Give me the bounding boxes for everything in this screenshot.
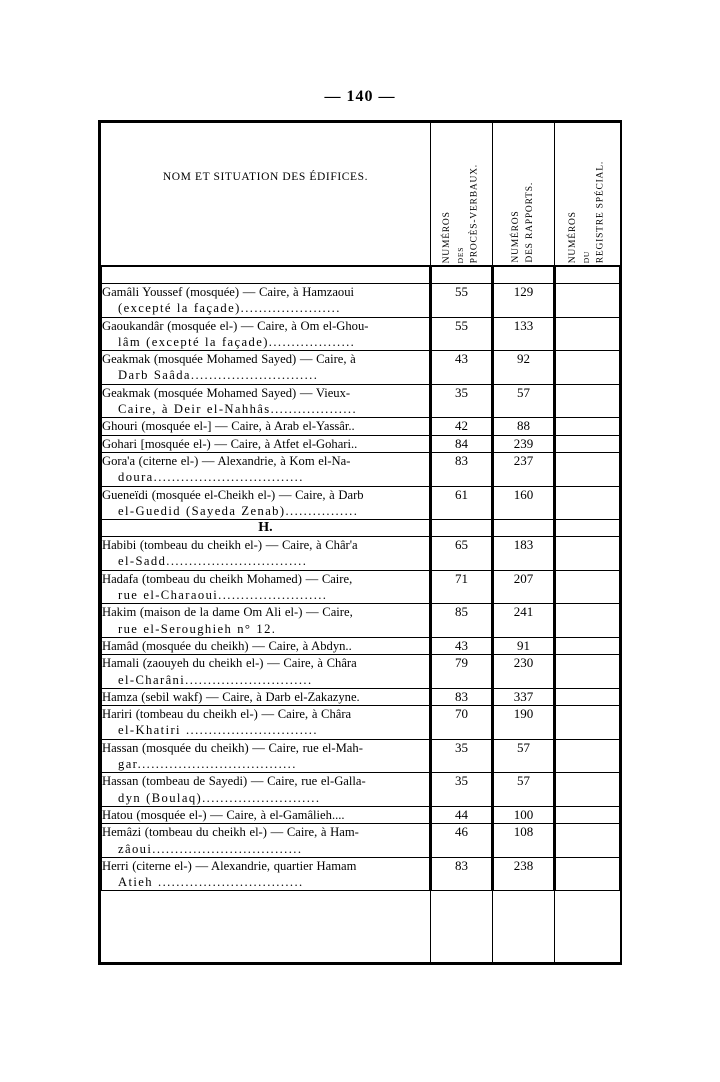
entry-pv-number: 46 (432, 824, 492, 858)
entry-name (102, 604, 430, 638)
table-row (432, 604, 492, 638)
entry-pv-number: 71 (432, 570, 492, 604)
entry-reg-number (556, 537, 620, 571)
table-row (102, 857, 430, 891)
edifices-table (98, 120, 622, 965)
entry-rap-number: 183 (494, 537, 554, 571)
entry-name-line2: zâoui................................. (118, 841, 303, 856)
table-row (432, 773, 492, 807)
table-header-row (101, 123, 621, 266)
entry-name (102, 284, 430, 318)
body-cell-names (101, 266, 431, 963)
table-row (432, 806, 492, 823)
entry-name-line2: rue el-Seroughieh n° 12. (118, 621, 277, 636)
table-row (494, 537, 554, 571)
entry-reg-number (556, 452, 620, 486)
header-label-name: NOM ET SITUATION DES ÉDIFICES. (162, 171, 369, 183)
entry-name-line1: Hariri (tombeau du cheikh el-) — Caire, à Châra (102, 707, 352, 722)
entry-name-line2: rue el-Charaoui........................ (118, 588, 328, 603)
entry-name (102, 806, 430, 823)
table-row (432, 384, 492, 418)
table-row (494, 486, 554, 520)
entry-name (102, 570, 430, 604)
entry-reg-number (556, 637, 620, 654)
entry-name-line1: Hakim (maison de la dame Om Ali el-) — Caire, (102, 605, 353, 620)
entry-reg-number (556, 570, 620, 604)
entry-name (102, 435, 430, 452)
entry-name-line1: Habibi (tombeau du cheikh el-) — Caire, à Châr'a (102, 538, 358, 553)
header-label-rap-line2: DES RAPPORTS. (524, 182, 535, 263)
entry-name-line1: Herri (citerne el-) — Alexandrie, quartier Hamam (102, 858, 357, 873)
entry-name-line2: Atieh ................................ (118, 875, 304, 890)
entry-pv-number: 84 (432, 435, 492, 452)
header-cell-rapports (493, 123, 555, 266)
table-row (432, 435, 492, 452)
entry-pv-number: 44 (432, 806, 492, 823)
table-row (556, 486, 620, 520)
table-row (494, 739, 554, 773)
entry-name-line2: el-Charâni............................ (118, 672, 313, 687)
entry-name (102, 824, 430, 858)
entry-rap-number: 57 (494, 384, 554, 418)
table-row (102, 418, 430, 435)
table-row (556, 351, 620, 385)
entry-name-line1: Hemâzi (tombeau du cheikh el-) — Caire, à Ham- (102, 825, 359, 840)
table-row (556, 655, 620, 689)
table-row (494, 688, 554, 705)
table-row (556, 317, 620, 351)
table-row (556, 435, 620, 452)
letter-section-blank (432, 520, 492, 537)
table-row (102, 317, 430, 351)
entry-name (102, 486, 430, 520)
table-row (494, 806, 554, 823)
entry-rap-number: 129 (494, 284, 554, 318)
row-spacer (494, 267, 554, 284)
table-row (556, 706, 620, 740)
entry-name-line2: lâm (excepté la façade)................... (118, 334, 356, 349)
entry-name (102, 384, 430, 418)
table-row (556, 824, 620, 858)
entry-name-line2: gar................................... (118, 757, 297, 772)
entry-rap-number: 108 (494, 824, 554, 858)
table-row (432, 418, 492, 435)
table-row (556, 418, 620, 435)
entry-reg-number (556, 739, 620, 773)
entry-name (102, 317, 430, 351)
table-row (556, 857, 620, 891)
row-spacer (432, 267, 492, 284)
body-cell-reg (555, 266, 621, 963)
table-row (556, 452, 620, 486)
header-label-rap-line1: NUMÉROS (510, 210, 521, 263)
entry-rap-number: 239 (494, 435, 554, 452)
letter-section-row (102, 520, 430, 537)
header-label-pv-line2: DES (455, 246, 465, 263)
table-row (102, 739, 430, 773)
entry-reg-number (556, 351, 620, 385)
entry-reg-number (556, 824, 620, 858)
table-row (432, 655, 492, 689)
entry-name-line1: Geakmak (mosquée Mohamed Sayed) — Vieux- (102, 385, 351, 400)
entry-name (102, 739, 430, 773)
table-row (432, 857, 492, 891)
entry-rap-number: 207 (494, 570, 554, 604)
table-row (102, 570, 430, 604)
table-row (432, 284, 492, 318)
entry-rap-number: 160 (494, 486, 554, 520)
entry-reg-number (556, 604, 620, 638)
table-row (102, 688, 430, 705)
table-row (556, 384, 620, 418)
entry-name-line1: Gueneïdi (mosquée el-Cheikh el-) — Caire, à Darb (102, 487, 364, 502)
entry-rap-number: 241 (494, 604, 554, 638)
entry-pv-number: 55 (432, 284, 492, 318)
table-row (556, 570, 620, 604)
table-row (102, 284, 430, 318)
entry-name-line2: el-Guedid (Sayeda Zenab)................ (118, 503, 359, 518)
table-row (494, 824, 554, 858)
header-cell-proces-verbaux (431, 123, 493, 266)
header-label-reg-line1: NUMÉROS (567, 210, 578, 263)
entry-pv-number: 85 (432, 604, 492, 638)
entry-name (102, 537, 430, 571)
body-cell-rap (493, 266, 555, 963)
letter-heading: H. (102, 520, 430, 537)
entry-rap-number: 133 (494, 317, 554, 351)
entry-name (102, 452, 430, 486)
table-row (494, 435, 554, 452)
entry-name (102, 655, 430, 689)
entry-pv-number: 61 (432, 486, 492, 520)
table-row (102, 773, 430, 807)
entry-rap-number: 91 (494, 637, 554, 654)
entry-reg-number (556, 486, 620, 520)
entry-reg-number (556, 655, 620, 689)
entry-name-line2: (excepté la façade)...................... (118, 301, 341, 316)
entry-rap-number: 57 (494, 773, 554, 807)
entry-name (102, 688, 430, 705)
entry-name (102, 418, 430, 435)
entry-pv-number: 42 (432, 418, 492, 435)
entry-name (102, 706, 430, 740)
letter-section-blank (556, 520, 620, 537)
entry-name (102, 773, 430, 807)
table-row (102, 806, 430, 823)
entry-pv-number: 43 (432, 351, 492, 385)
entry-reg-number (556, 384, 620, 418)
entry-reg-number (556, 806, 620, 823)
entry-reg-number (556, 284, 620, 318)
entry-name (102, 351, 430, 385)
header-label-reg-line2: DU (581, 250, 591, 263)
table-row (494, 418, 554, 435)
entry-name-line1: Hassan (tombeau de Sayedi) — Caire, rue el-Galla- (102, 774, 366, 789)
table-row (102, 537, 430, 571)
entry-reg-number (556, 688, 620, 705)
entry-name-line1: Hamza (sebil wakf) — Caire, à Darb el-Zakazyne. (102, 689, 360, 704)
table-row (432, 486, 492, 520)
table-row (494, 773, 554, 807)
entry-reg-number (556, 317, 620, 351)
table-row (432, 824, 492, 858)
table-row (494, 317, 554, 351)
entry-name-line1: Hadafa (tombeau du cheikh Mohamed) — Caire, (102, 571, 353, 586)
entry-name-line1: Gaoukandâr (mosquée el-) — Caire, à Om el-Ghou- (102, 318, 369, 333)
entry-pv-number: 35 (432, 739, 492, 773)
table-row (494, 452, 554, 486)
table-row (556, 284, 620, 318)
table-row (494, 604, 554, 638)
table-row (556, 773, 620, 807)
table-row (494, 384, 554, 418)
entry-rap-number: 190 (494, 706, 554, 740)
table-row (432, 739, 492, 773)
table-row (556, 739, 620, 773)
table-row (556, 688, 620, 705)
entry-name-line1: Geakmak (mosquée Mohamed Sayed) — Caire, à (102, 352, 356, 367)
entry-name-line1: Hassan (mosquée du cheikh) — Caire, rue el-Mah- (102, 740, 363, 755)
entry-rap-number: 238 (494, 857, 554, 891)
letter-section-blank (494, 520, 554, 537)
table-row (432, 351, 492, 385)
entry-rap-number: 337 (494, 688, 554, 705)
table-row (102, 824, 430, 858)
entry-name (102, 857, 430, 891)
entry-pv-number: 35 (432, 384, 492, 418)
page-number: — 140 — (324, 88, 396, 105)
header-label-pv-line1: NUMÉROS (441, 210, 452, 263)
entry-pv-number: 35 (432, 773, 492, 807)
table-row (556, 604, 620, 638)
header-label-reg-line3: REGISTRE SPÉCIAL. (595, 160, 606, 263)
entry-name-line1: Gora'a (citerne el-) — Alexandrie, à Kom el-Na- (102, 453, 351, 468)
table-row (102, 604, 430, 638)
entry-name-line1: Gohari [mosquée el-) — Caire, à Atfet el-Gohari.. (102, 436, 358, 451)
entry-reg-number (556, 435, 620, 452)
table-row (494, 284, 554, 318)
table-row (102, 706, 430, 740)
entry-name-line2: el-Sadd............................... (118, 554, 308, 569)
row-spacer (556, 267, 620, 284)
entry-pv-number: 65 (432, 537, 492, 571)
table-row (556, 537, 620, 571)
body-cell-pv (431, 266, 493, 963)
entry-name-line2: Caire, à Deir el-Nahhâs................... (118, 402, 358, 417)
table-row (102, 351, 430, 385)
table-row (432, 317, 492, 351)
table-row (102, 435, 430, 452)
entry-rap-number: 237 (494, 452, 554, 486)
entry-pv-number: 55 (432, 317, 492, 351)
table-row (494, 857, 554, 891)
entry-rap-number: 88 (494, 418, 554, 435)
table-row (432, 537, 492, 571)
entry-pv-number: 70 (432, 706, 492, 740)
table-row (432, 452, 492, 486)
table-row (494, 655, 554, 689)
table-row (432, 688, 492, 705)
table-row (432, 637, 492, 654)
entry-reg-number (556, 706, 620, 740)
table-row (494, 637, 554, 654)
entry-rap-number: 92 (494, 351, 554, 385)
entry-name (102, 637, 430, 654)
entry-pv-number: 79 (432, 655, 492, 689)
header-label-pv-line3: PROCÈS-VERBAUX. (469, 163, 480, 263)
table-row (494, 351, 554, 385)
entry-rap-number: 57 (494, 739, 554, 773)
entry-pv-number: 43 (432, 637, 492, 654)
header-cell-name (101, 123, 431, 266)
entry-reg-number (556, 418, 620, 435)
table-row (494, 570, 554, 604)
table-body-row (101, 266, 621, 963)
entry-name-line1: Hamâd (mosquée du cheikh) — Caire, à Abdyn.. (102, 638, 352, 653)
table-row (102, 655, 430, 689)
entry-pv-number: 83 (432, 857, 492, 891)
table-row (556, 806, 620, 823)
entry-name-line2: el-Khatiri ............................. (118, 723, 318, 738)
table-row (432, 706, 492, 740)
entry-rap-number: 230 (494, 655, 554, 689)
header-cell-registre (555, 123, 621, 266)
entry-name-line1: Hamali (zaouyeh du cheikh el-) — Caire, à Châra (102, 656, 357, 671)
table-row (102, 637, 430, 654)
entry-reg-number (556, 857, 620, 891)
table-row (556, 637, 620, 654)
entry-name-line1: Hatou (mosquée el-) — Caire, à el-Gamâlieh.... (102, 807, 345, 822)
table-row (494, 706, 554, 740)
entry-reg-number (556, 773, 620, 807)
entry-name-line1: Gamâli Youssef (mosquée) — Caire, à Hamzaoui (102, 285, 355, 299)
table-row (102, 486, 430, 520)
table-row (432, 570, 492, 604)
entry-name-line1: Ghouri (mosquée el-] — Caire, à Arab el-Yassâr.. (102, 419, 355, 434)
entry-name-line2: doura................................. (118, 470, 304, 485)
table-row (102, 452, 430, 486)
entry-pv-number: 83 (432, 688, 492, 705)
row-spacer (102, 267, 430, 284)
entry-rap-number: 100 (494, 806, 554, 823)
entry-name-line2: Darb Saâda............................ (118, 368, 319, 383)
entry-pv-number: 83 (432, 452, 492, 486)
table-row (102, 384, 430, 418)
entry-name-line2: dyn (Boulaq).......................... (118, 790, 321, 805)
